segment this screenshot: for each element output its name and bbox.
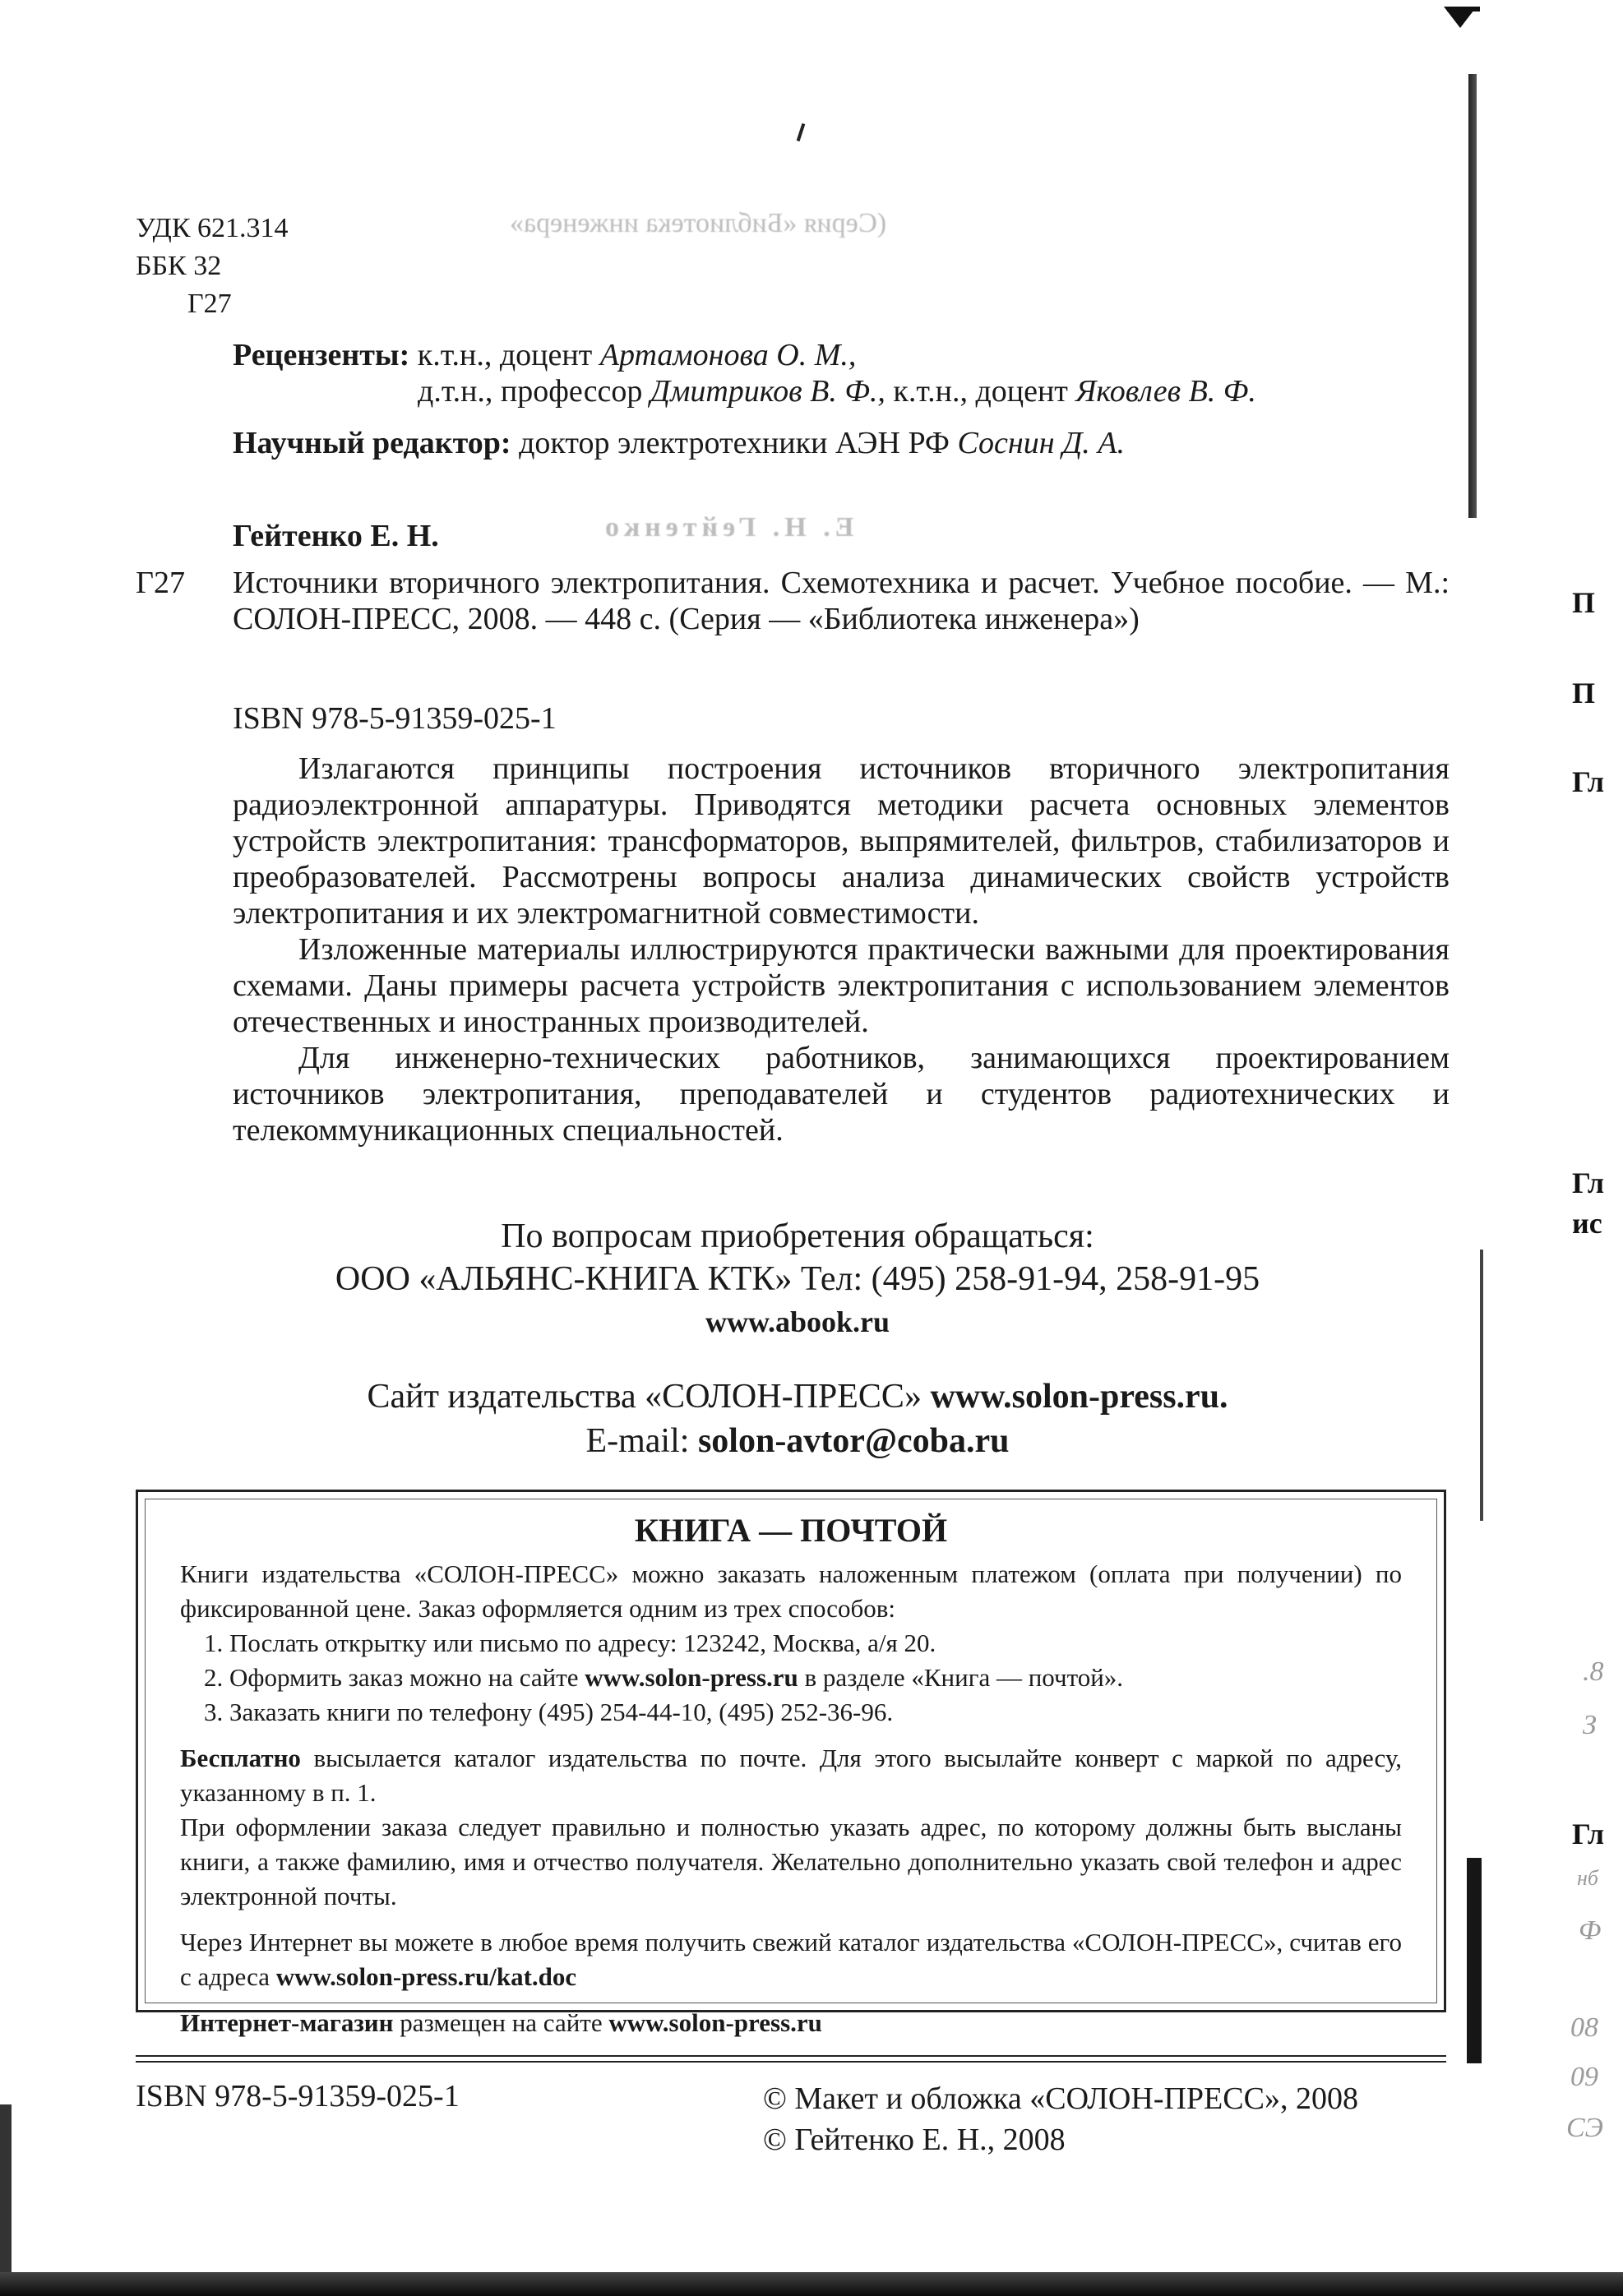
reviewer-1-title: к.т.н., доцент: [417, 338, 593, 372]
isbn: ISBN 978-5-91359-025-1: [233, 701, 557, 736]
editor-label: Научный редактор:: [233, 426, 511, 460]
shop-label: Интернет-магазин: [180, 2008, 394, 2037]
site-url[interactable]: www.solon-press.ru.: [930, 1378, 1228, 1416]
footer-rule-top: [136, 2055, 1446, 2057]
edge-faint-7: СЭ: [1566, 2113, 1603, 2143]
page-edge-shadow-top: [1468, 74, 1477, 518]
edge-fragment-2: П: [1572, 677, 1596, 709]
ink-speck: [797, 123, 806, 141]
bib-code: Г27: [136, 566, 185, 600]
internet-catalog-note: [180, 1925, 1402, 1994]
edge-fragment-6: Гл: [1572, 1818, 1605, 1850]
reviewer-2-name: Дмитриков В. Ф.,: [650, 374, 885, 409]
edge-faint-1: .8: [1583, 1656, 1604, 1687]
footer-rule-bottom: [136, 2061, 1446, 2063]
order-method-2: [229, 1661, 1402, 1695]
catalog-url[interactable]: www.solon-press.ru/kat.doc: [275, 1962, 577, 1991]
edge-fragment-3: Гл: [1572, 765, 1605, 798]
reviewers: [233, 337, 1450, 409]
edge-fragment-4: Гл: [1572, 1166, 1605, 1199]
mail-order-intro: Книги издательства «СОЛОН-ПРЕСС» можно заказать наложенным платежом (оплата при получении) по фиксированной цене. Заказ оформляется одним из трех способов:: [180, 1559, 1402, 1623]
order-method-1: 1. Послать открытку или письмо по адресу: 123242, Москва, а/я 20.: [229, 1626, 1402, 1661]
contact-heading: По вопросам приобретения обращаться:: [501, 1217, 1094, 1255]
order-instructions: При оформлении заказа следует правильно и полностью указать адрес, по которому должны быть высланы книги, а также фамилию, имя и отчество получателя. Желательно дополнительно указать свой телефон и адрес электронной почты.: [180, 1813, 1402, 1910]
edge-faint-4: Ф: [1579, 1915, 1602, 1946]
bib-description: Источники вторичного электропитания. Схемотехника и расчет. Учебное пособие. — М.: СОЛОН-ПРЕСС, 2008. — 448 с. (Серия — «Библиотека инженера»): [233, 566, 1450, 636]
editor-name: Соснин Д. А.: [957, 426, 1126, 460]
author-code: Г27: [187, 289, 232, 319]
reviewers-label: Рецензенты:: [233, 338, 410, 372]
edge-fragment-1: П: [1572, 586, 1596, 619]
contact-url[interactable]: www.abook.ru: [705, 1305, 890, 1338]
free-text: высылается каталог издательства по почте. Для этого высылайте конверт с маркой по адресу, указанному в п. 1.: [180, 1744, 1403, 1807]
page-edge-shadow-bottom: [1467, 1858, 1482, 2063]
publisher-site: [247, 1374, 1348, 1463]
mail-order-box: [136, 1490, 1446, 2037]
left-edge-shadow: [0, 2104, 12, 2285]
site-prefix: Сайт издательства «СОЛОН-ПРЕСС»: [367, 1378, 922, 1416]
order-site-url[interactable]: www.solon-press.ru: [585, 1663, 798, 1692]
annotation: [233, 751, 1450, 1148]
footer-isbn: ISBN 978-5-91359-025-1: [136, 2079, 460, 2114]
free-label: Бесплатно: [180, 1744, 301, 1772]
book-author: Гейтенко Е. Н.: [233, 519, 439, 553]
edge-faint-6: 09: [1570, 2062, 1598, 2092]
internet-catalog-text: Через Интернет вы можете в любое время получить свежий каталог издательства «СОЛОН-ПРЕСС», считав его с адреса: [180, 1928, 1402, 1991]
free-catalog-note: [180, 1741, 1402, 1810]
ghost-author-text: Е. Н. Гейтенко: [600, 512, 854, 543]
copyright-layout: © Макет и обложка «СОЛОН-ПРЕСС», 2008: [763, 2081, 1358, 2116]
order-method-3: 3. Заказать книги по телефону (495) 254-44-10, (495) 252-36-96.: [229, 1695, 1402, 1730]
udk-code: УДК 621.314: [136, 213, 289, 243]
copyright-author: © Гейтенко Е. Н., 2008: [763, 2123, 1066, 2157]
bbk-code: ББК 32: [136, 251, 222, 281]
library-codes: [136, 210, 289, 323]
reviewer-3-name: Яковлев В. Ф.: [1075, 374, 1256, 409]
internet-shop-note: [180, 2006, 1402, 2040]
edge-fragment-5: ис: [1572, 1207, 1602, 1240]
annotation-paragraph-3: Для инженерно-технических работников, занимающихся проектированием источников электропитания, преподавателей и студентов радиотехнических и телекоммуникационных специальностей.: [233, 1041, 1450, 1148]
edge-faint-5: 08: [1570, 2012, 1598, 2043]
shop-url[interactable]: www.solon-press.ru: [608, 2008, 822, 2037]
order-method-2-suffix: в разделе «Книга — почтой».: [804, 1663, 1124, 1692]
editor-title: доктор электротехники АЭН РФ: [519, 426, 950, 460]
contact-company: ООО «АЛЬЯНС-КНИГА КТК» Тел: (495) 258-91-94, 258-91-95: [335, 1260, 1260, 1298]
reviewer-1-name: Артамонова О. М.,: [599, 338, 857, 372]
scan-arrow-icon: [1444, 7, 1477, 28]
email-address[interactable]: solon-avtor@coba.ru: [697, 1422, 1010, 1460]
edge-faint-2: З: [1583, 1710, 1597, 1740]
ghost-series-text: (Серия «Библиотека инженера»: [510, 208, 887, 238]
scientific-editor: [233, 425, 1450, 461]
email-label: E-mail:: [585, 1422, 690, 1460]
reviewer-2-title: д.т.н., профессор: [418, 374, 643, 409]
shop-text: размещен на сайте: [400, 2008, 603, 2037]
edge-faint-3: нб: [1577, 1866, 1598, 1890]
purchase-contact: [247, 1215, 1348, 1343]
order-method-2-text: Оформить заказ можно на сайте: [229, 1663, 579, 1692]
copyright-block: [763, 2078, 1358, 2160]
mail-order-title: КНИГА — ПОЧТОЙ: [634, 1512, 948, 1549]
page-edge-shadow-middle: [1480, 1250, 1483, 1521]
reviewer-3-title: к.т.н., доцент: [893, 374, 1068, 409]
annotation-paragraph-1: Излагаются принципы построения источников вторичного электропитания радиоэлектронной аппаратуры. Приводятся методики расчета основных элементов устройств электропитания: трансформаторов, выпрямителей, фильтров, стабилизаторов и преобразователей. Рассмотрены вопросы анализа динамических свойств устройств электропитания и их электромагнитной совместимости.: [233, 751, 1450, 931]
annotation-paragraph-2: Изложенные материалы иллюстрируются практически важными для проектирования схемами. Даны примеры расчета устройств электропитания с использованием элементов отечественных и иностранных производителей.: [233, 932, 1450, 1039]
order-methods-list: [180, 1626, 1402, 1730]
scan-bottom-border: [0, 2272, 1623, 2296]
